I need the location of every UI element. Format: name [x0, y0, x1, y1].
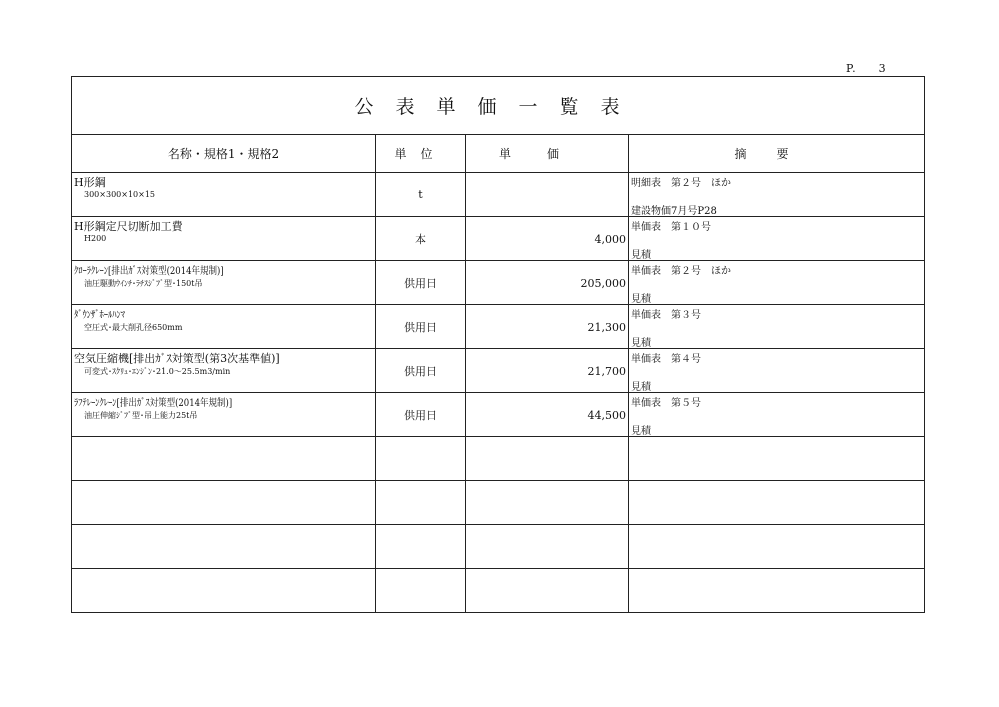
- empty-cell: [376, 525, 466, 569]
- empty-cell: [72, 525, 376, 569]
- remarks-cell: [629, 261, 925, 305]
- remark-source: 見積: [631, 294, 651, 305]
- price-cell: [466, 261, 629, 305]
- empty-row: [72, 437, 925, 481]
- empty-cell: [629, 569, 925, 613]
- name-cell: [72, 305, 376, 349]
- unit-cell: t: [376, 173, 466, 217]
- item-name: ｸﾛｰﾗｸﾚｰﾝ[排出ｶﾞｽ対策型(2014年規制)]: [74, 266, 224, 277]
- remarks-cell: [629, 305, 925, 349]
- price-cell: [466, 349, 629, 393]
- header-remarks: 摘要: [629, 135, 925, 173]
- item-spec: 油圧伸縮ｼﾞﾌﾞ型･吊上能力25t吊: [84, 411, 198, 420]
- name-cell: [72, 393, 376, 437]
- unit-cell: 供用日: [376, 349, 466, 393]
- name-cell: [72, 349, 376, 393]
- remark-ref: 単価表 第１０号: [631, 222, 711, 233]
- table-row: [72, 261, 925, 305]
- page-number-label: P.: [846, 62, 857, 75]
- item-name: ﾗﾌﾃﾚｰﾝｸﾚｰﾝ[排出ｶﾞｽ対策型(2014年規制)]: [74, 398, 233, 409]
- price-value: 44,500: [587, 409, 626, 422]
- item-name: H形鋼: [74, 176, 106, 189]
- empty-cell: [629, 437, 925, 481]
- header-row: [72, 135, 925, 173]
- unit-cell: 供用日: [376, 261, 466, 305]
- item-name: H形鋼定尺切断加工費: [74, 220, 183, 233]
- table-row: [72, 173, 925, 217]
- remark-source: 見積: [631, 338, 651, 349]
- remark-source: 見積: [631, 382, 651, 393]
- unit-price-table: [71, 76, 925, 613]
- empty-cell: [466, 569, 629, 613]
- item-spec: H200: [84, 234, 107, 243]
- empty-row: [72, 569, 925, 613]
- empty-cell: [629, 481, 925, 525]
- remark-source: 建設物価7月号P28: [631, 206, 717, 217]
- remark-ref: 単価表 第２号 ほか: [631, 266, 731, 277]
- item-name: 空気圧縮機[排出ｶﾞｽ対策型(第3次基準値)]: [74, 352, 280, 365]
- item-spec: 空圧式･最大削孔径650mm: [84, 323, 183, 332]
- header-unit: 単位: [376, 135, 466, 173]
- item-spec: 可変式･ｽｸﾘｭ･ｴﾝｼﾞﾝ･21.0～25.5m3/min: [84, 367, 231, 376]
- name-cell: [72, 217, 376, 261]
- remark-source: 見積: [631, 426, 651, 437]
- remark-source: 見積: [631, 250, 651, 261]
- price-value: 4,000: [594, 233, 626, 246]
- title-row: [72, 77, 925, 135]
- page-number: [846, 62, 887, 75]
- table-row: [72, 305, 925, 349]
- remark-ref: 単価表 第３号: [631, 310, 701, 321]
- document-title: 公表単価一覧表: [72, 77, 925, 135]
- remark-ref: 単価表 第４号: [631, 354, 701, 365]
- empty-cell: [629, 525, 925, 569]
- remarks-cell: [629, 393, 925, 437]
- price-cell: [466, 305, 629, 349]
- remark-ref: 明細表 第２号 ほか: [631, 178, 731, 189]
- price-value: 21,300: [587, 321, 626, 334]
- item-spec: 油圧駆動ｳｲﾝﾁ･ﾗﾁｽｼﾞﾌﾞ型･150t吊: [84, 279, 203, 288]
- empty-cell: [72, 569, 376, 613]
- header-name: 名称・規格1・規格2: [72, 135, 376, 173]
- empty-cell: [72, 481, 376, 525]
- price-value: 205,000: [580, 277, 626, 290]
- empty-cell: [72, 437, 376, 481]
- empty-cell: [376, 569, 466, 613]
- table-row: [72, 349, 925, 393]
- empty-cell: [376, 481, 466, 525]
- empty-row: [72, 481, 925, 525]
- price-cell: [466, 173, 629, 217]
- name-cell: [72, 173, 376, 217]
- table-row: [72, 217, 925, 261]
- remark-ref: 単価表 第５号: [631, 398, 701, 409]
- remarks-cell: [629, 173, 925, 217]
- empty-row: [72, 525, 925, 569]
- empty-cell: [376, 437, 466, 481]
- remarks-cell: [629, 349, 925, 393]
- unit-cell: 供用日: [376, 393, 466, 437]
- unit-cell: 供用日: [376, 305, 466, 349]
- unit-cell: 本: [376, 217, 466, 261]
- header-price: 単価: [466, 135, 629, 173]
- name-cell: [72, 261, 376, 305]
- item-name: ﾀﾞｳﾝｻﾞﾎｰﾙﾊﾝﾏ: [74, 310, 125, 321]
- item-spec: 300×300×10×15: [84, 190, 156, 199]
- price-cell: [466, 217, 629, 261]
- empty-cell: [466, 525, 629, 569]
- empty-cell: [466, 481, 629, 525]
- page-number-value: 3: [878, 62, 887, 75]
- price-value: 21,700: [587, 365, 626, 378]
- remarks-cell: [629, 217, 925, 261]
- price-cell: [466, 393, 629, 437]
- empty-cell: [466, 437, 629, 481]
- table-row: [72, 393, 925, 437]
